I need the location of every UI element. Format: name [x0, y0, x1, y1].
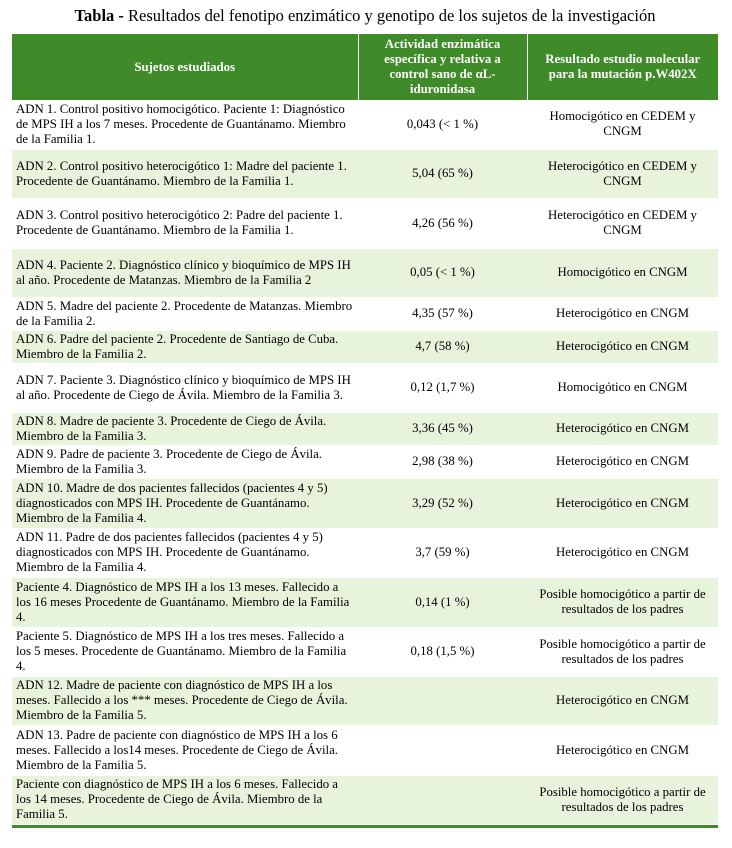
- result-cell: Heterocigótico en CNGM: [527, 412, 718, 445]
- activity-cell: 4,35 (57 %): [358, 297, 527, 330]
- activity-cell: 4,26 (56 %): [358, 198, 527, 248]
- table-row: [12, 412, 718, 445]
- table-caption: [12, 0, 718, 34]
- table-row: [12, 725, 718, 775]
- activity-cell: 0,05 (< 1 %): [358, 248, 527, 297]
- table-row: [12, 363, 718, 412]
- subject-cell: ADN 13. Padre de paciente con diagnóstico de MPS IH a los 6 meses. Fallecido a los14 meses. Procedente de Ciego de Ávila. Miembro de la Familia 5.: [12, 725, 358, 775]
- result-cell: Posible homocigótico a partir de resultados de los padres: [527, 577, 718, 627]
- result-cell: Heterocigótico en CNGM: [527, 297, 718, 330]
- subject-cell: ADN 2. Control positivo heterocigótico 1: Madre del paciente 1. Procedente de Guantánamo. Miembro de la Familia 1.: [12, 149, 358, 198]
- subject-cell: ADN 3. Control positivo heterocigótico 2: Padre del paciente 1. Procedente de Guantánamo. Miembro de la Familia 1.: [12, 198, 358, 248]
- caption-text: Resultados del fenotipo enzimático y genotipo de los sujetos de la investigación: [128, 6, 656, 25]
- header-activity: Actividad enzimática específica y relativa a control sano de αL-iduronidasa: [358, 34, 527, 100]
- subject-cell: ADN 6. Padre del paciente 2. Procedente de Santiago de Cuba. Miembro de la Familia 2.: [12, 330, 358, 363]
- table-figure: [12, 0, 718, 828]
- activity-cell: 3,7 (59 %): [358, 528, 527, 577]
- table-row: [12, 528, 718, 577]
- subject-cell: ADN 10. Madre de dos pacientes fallecidos (pacientes 4 y 5) diagnosticados con MPS IH. Procedente de Guantánamo. Miembro de la Familia 4.: [12, 478, 358, 528]
- result-cell: Heterocigótico en CNGM: [527, 528, 718, 577]
- result-cell: Heterocigótico en CNGM: [527, 445, 718, 478]
- subject-cell: ADN 9. Padre de paciente 3. Procedente de Ciego de Ávila. Miembro de la Familia 3.: [12, 445, 358, 478]
- table-bottom-rule: [12, 825, 718, 828]
- subject-cell: ADN 12. Madre de paciente con diagnóstico de MPS IH a los meses. Fallecido a los *** meses. Procedente de Ciego de Ávila. Miembro de la Familia 5.: [12, 676, 358, 725]
- table-row: [12, 577, 718, 627]
- activity-cell: 4,7 (58 %): [358, 330, 527, 363]
- activity-cell: [358, 775, 527, 824]
- result-cell: Heterocigótico en CNGM: [527, 676, 718, 725]
- header-row: [12, 34, 718, 100]
- activity-cell: 3,29 (52 %): [358, 478, 527, 528]
- result-cell: Homocigótico en CEDEM y CNGM: [527, 100, 718, 149]
- table-row: [12, 445, 718, 478]
- table-row: [12, 330, 718, 363]
- subject-cell: Paciente 5. Diagnóstico de MPS IH a los tres meses. Fallecido a los 5 meses. Procedente de Guantánamo. Miembro de la Familia 4.: [12, 627, 358, 676]
- caption-label: Tabla -: [74, 6, 129, 25]
- subject-cell: ADN 7. Paciente 3. Diagnóstico clínico y bioquímico de MPS IH al año. Procedente de Ciego de Ávila. Miembro de la Familia 3.: [12, 363, 358, 412]
- subject-cell: Paciente 4. Diagnóstico de MPS IH a los 13 meses. Fallecido a los 16 meses Procedente de Guantánamo. Miembro de la Familia 4.: [12, 577, 358, 627]
- subject-cell: ADN 8. Madre de paciente 3. Procedente de Ciego de Ávila. Miembro de la Familia 3.: [12, 412, 358, 445]
- table-row: [12, 198, 718, 248]
- activity-cell: 2,98 (38 %): [358, 445, 527, 478]
- result-cell: Posible homocigótico a partir de resultados de los padres: [527, 627, 718, 676]
- result-cell: Heterocigótico en CEDEM y CNGM: [527, 149, 718, 198]
- result-cell: Heterocigótico en CEDEM y CNGM: [527, 198, 718, 248]
- table-row: [12, 478, 718, 528]
- result-cell: Homocigótico en CNGM: [527, 363, 718, 412]
- activity-cell: [358, 725, 527, 775]
- result-cell: Homocigótico en CNGM: [527, 248, 718, 297]
- subject-cell: ADN 11. Padre de dos pacientes fallecidos (pacientes 4 y 5) diagnosticados con MPS IH. Procedente de Guantánamo. Miembro de la Familia 4.: [12, 528, 358, 577]
- table-row: [12, 149, 718, 198]
- table-row: [12, 627, 718, 676]
- table-row: [12, 297, 718, 330]
- result-cell: Heterocigótico en CNGM: [527, 725, 718, 775]
- activity-cell: [358, 676, 527, 725]
- activity-cell: 3,36 (45 %): [358, 412, 527, 445]
- result-cell: Heterocigótico en CNGM: [527, 330, 718, 363]
- header-result: Resultado estudio molecular para la mutación p.W402X: [527, 34, 718, 100]
- activity-cell: 0,14 (1 %): [358, 577, 527, 627]
- header-subjects: Sujetos estudiados: [12, 34, 358, 100]
- activity-cell: 0,12 (1,7 %): [358, 363, 527, 412]
- table-row: [12, 100, 718, 149]
- table-row: [12, 676, 718, 725]
- subject-cell: ADN 1. Control positivo homocigótico. Paciente 1: Diagnóstico de MPS IH a los 7 meses. Procedente de Guantánamo. Miembro de la Familia 1.: [12, 100, 358, 149]
- table-row: [12, 775, 718, 824]
- result-cell: Posible homocigótico a partir de resultados de los padres: [527, 775, 718, 824]
- activity-cell: 0,043 (< 1 %): [358, 100, 527, 149]
- subject-cell: ADN 4. Paciente 2. Diagnóstico clínico y bioquímico de MPS IH al año. Procedente de Matanzas. Miembro de la Familia 2: [12, 248, 358, 297]
- activity-cell: 5,04 (65 %): [358, 149, 527, 198]
- table-row: [12, 248, 718, 297]
- activity-cell: 0,18 (1,5 %): [358, 627, 527, 676]
- subject-cell: ADN 5. Madre del paciente 2. Procedente de Matanzas. Miembro de la Familia 2.: [12, 297, 358, 330]
- result-cell: Heterocigótico en CNGM: [527, 478, 718, 528]
- subject-cell: Paciente con diagnóstico de MPS IH a los 6 meses. Fallecido a los 14 meses. Procedente de Ciego de Ávila. Miembro de la Familia 5.: [12, 775, 358, 824]
- results-table: [12, 34, 718, 825]
- table-body: [12, 100, 718, 824]
